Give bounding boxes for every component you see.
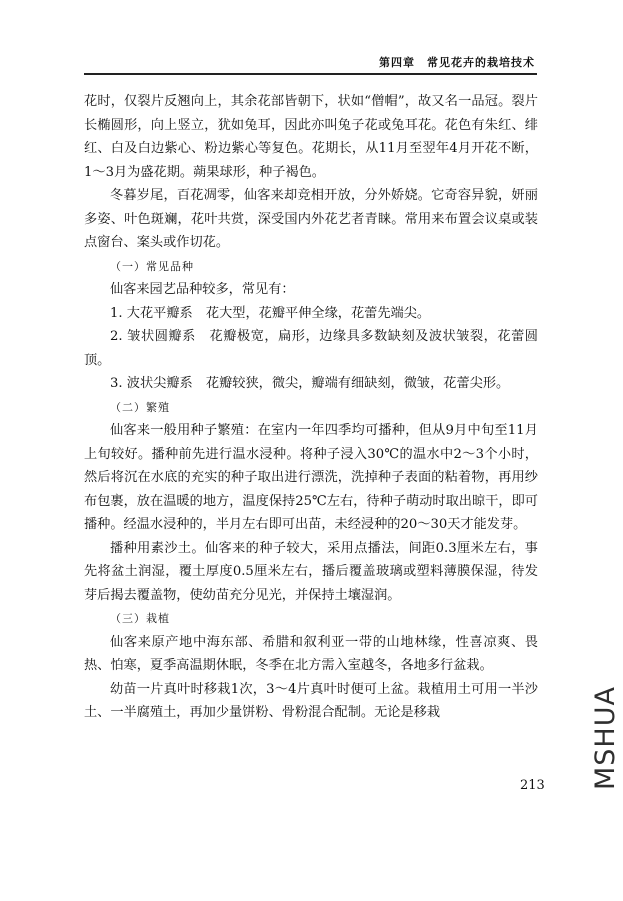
section-heading: （三）栽植 xyxy=(110,612,170,625)
paragraph: 冬暮岁尾，百花凋零，仙客来却竞相开放，分外娇娆。它奇容异貌，妍丽多姿、叶色斑斓，花叶共赏，深受国内外花艺者青睐。常用来布置会议桌或装点窗台、案头或作切花。 xyxy=(84,188,538,250)
page-body xyxy=(84,90,538,725)
paragraph: 仙客来一般用种子繁殖：在室内一年四季均可播种，但从9月中旬至11月上旬较好。播种前先进行温水浸种。将种子浸入30℃的温水中2～3个小时，然后将沉在水底的充实的种子取出进行漂洗，洗掉种子表面的粘着物，再用纱布包裹，放在温暖的地方，温度保持25℃左右，待种子萌动时取出晾干，即可播种。经温水浸种的，半月左右即可出苗，未经浸种的20～30天才能发芽。 xyxy=(84,423,538,532)
page-number: 213 xyxy=(520,778,545,793)
paragraph: 仙客来园艺品种较多，常见有： xyxy=(110,282,295,297)
header-rule xyxy=(84,73,537,75)
paragraph: 播种用素沙土。仙客来的种子较大，采用点播法，间距0.3厘米左右，事先将盆土润湿，覆土厚度0.5厘米左右，播后覆盖玻璃或塑料薄膜保湿，待发芽后揭去覆盖物，使幼苗充分见光，并保持土壤湿润。 xyxy=(84,540,538,603)
section-heading: （二）繁殖 xyxy=(110,400,170,414)
watermark: MSHUA xyxy=(590,686,621,790)
list-item: 3. 波状尖瓣系 花瓣较狭，微尖，瓣端有细缺刻，微皱，花蕾尖形。 xyxy=(110,376,510,391)
paragraph: 花时，仅裂片反翘向上，其余花部皆朝下，状如“僧帽”，故又名一品冠。裂片长椭圆形，向上竖立，犹如兔耳，因此亦叫兔子花或兔耳花。花色有朱红、绯红、白及白边紫心、粉边紫心等复色。花期长，从11月至翌年4月开花不断，1～3月为盛花期。蒴果球形，种子褐色。 xyxy=(84,94,538,180)
running-head: 第四章 常见花卉的栽培技术 xyxy=(379,56,535,69)
paragraph: 幼苗一片真叶时移栽1次，3～4片真叶时便可上盆。栽植用土可用一半沙土、一半腐殖土，再加少量饼粉、骨粉混合配制。无论是移栽 xyxy=(84,681,538,720)
list-item: 2. 皱状圆瓣系 花瓣极宽，扁形，边缘具多数缺刻及波状皱裂，花蕾圆顶。 xyxy=(84,329,538,368)
list-item: 1. 大花平瓣系 花大型，花瓣平伸全缘，花蕾先端尖。 xyxy=(110,305,431,321)
paragraph: 仙客来原产地中海东部、希腊和叙利亚一带的山地林缘，性喜凉爽、畏热、怕寒，夏季高温期休眠，冬季在北方需入室越冬，各地多行盆栽。 xyxy=(84,634,538,673)
section-heading: （一）常见品种 xyxy=(110,259,194,273)
